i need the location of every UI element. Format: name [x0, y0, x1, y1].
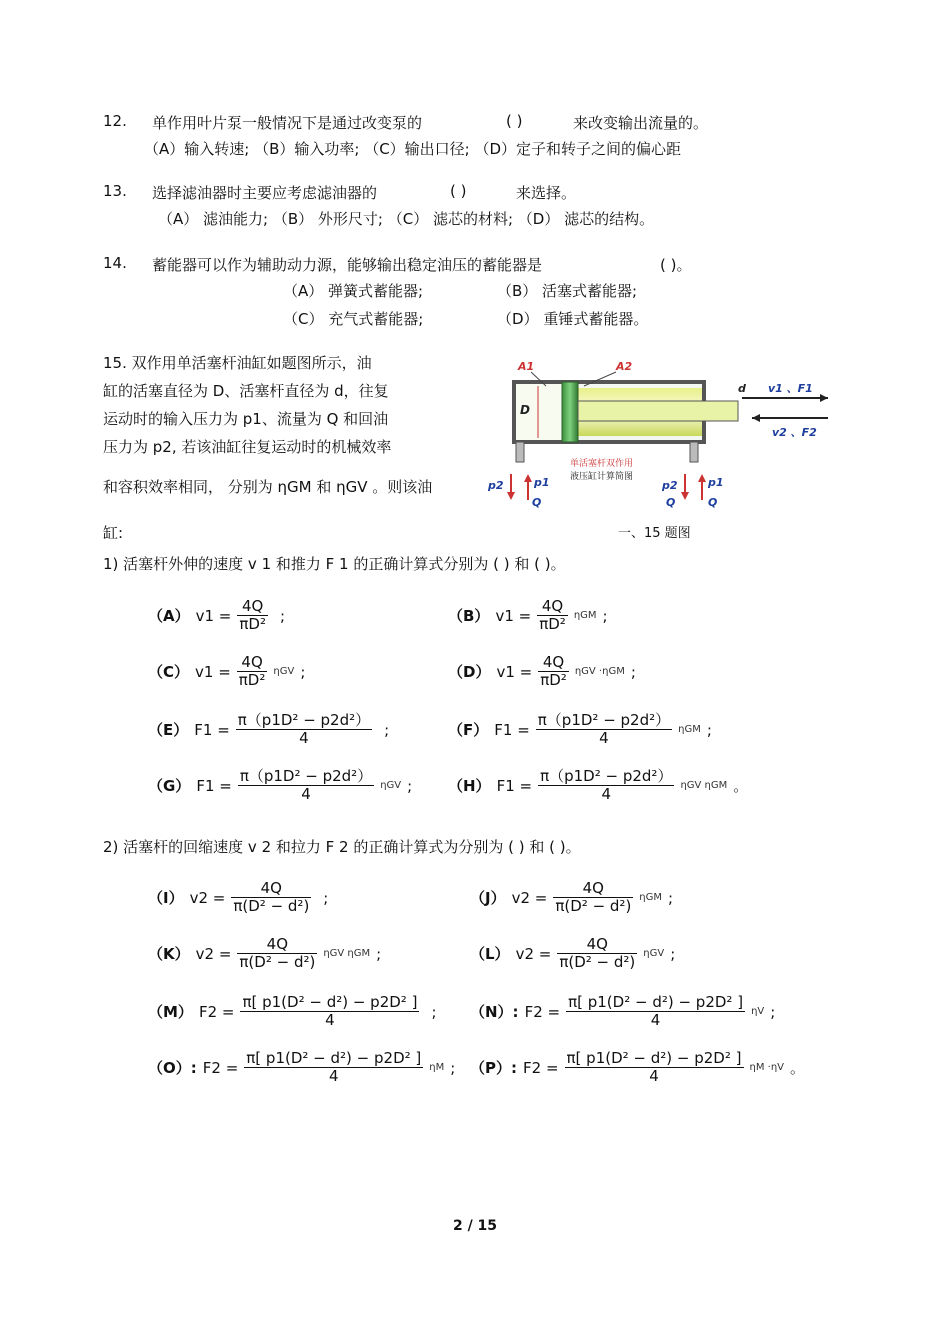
- fraction-numerator: 4Q: [553, 880, 633, 898]
- fraction-denominator: π(D² − d²): [559, 953, 636, 972]
- fig-d-big-label: D: [520, 403, 530, 417]
- cylinder-diagram: [486, 352, 836, 512]
- fraction-denominator: 4: [599, 729, 609, 748]
- efficiency-factor: ηGV ηGM: [323, 948, 371, 960]
- fraction-numerator: π（p1D² − p2d²）: [239, 767, 373, 785]
- fraction-numerator: π[ p1(D² − d²) − p2D² ]: [242, 993, 418, 1011]
- efficiency-factor: ηGV: [380, 780, 402, 792]
- q14-blank: ( )。: [660, 256, 692, 274]
- fraction: [238, 768, 374, 804]
- q15-line-4: 压力为 p2, 若该油缸往复运动时的机械效率: [103, 438, 392, 456]
- opts1-option: [148, 654, 305, 690]
- option-label: （C）: [148, 663, 190, 682]
- formula-end: 。: [790, 1059, 806, 1078]
- formula-lhs: v2 =: [511, 888, 548, 907]
- opts1-option: [148, 768, 412, 804]
- fig-q-left: Q: [532, 496, 542, 509]
- q12-text: 单作用叶片泵一般情况下是通过改变泵的: [152, 114, 423, 132]
- formula-lhs: v1 =: [195, 662, 231, 681]
- opts2-option: [470, 1050, 805, 1086]
- formula-end: ;: [668, 888, 674, 907]
- fig-p2-left: p2: [488, 479, 504, 492]
- option-label: （F）: [448, 721, 489, 740]
- option-label: （K）: [148, 945, 190, 964]
- fraction-numerator: π（p1D² − p2d²）: [537, 711, 671, 729]
- formula-end: ;: [602, 606, 608, 625]
- fraction-numerator: π（p1D² − p2d²）: [237, 711, 371, 729]
- opts1-option: [448, 768, 748, 804]
- formula-end: ;: [384, 720, 390, 739]
- fraction-denominator: π(D² − d²): [233, 897, 310, 916]
- opts1-option: [448, 654, 636, 690]
- fig-v1f1-label: v1 、F1: [768, 382, 813, 395]
- fraction-denominator: πD²: [539, 615, 566, 634]
- formula-lhs: F1 =: [494, 720, 530, 739]
- formula-end: ;: [376, 944, 382, 963]
- fig-title-2: 液压缸计算简图: [570, 472, 634, 482]
- efficiency-factor: ηGV: [643, 948, 665, 960]
- efficiency-factor: ηGM: [678, 724, 701, 736]
- fraction-numerator: 4Q: [557, 936, 637, 954]
- fraction: [244, 1050, 423, 1086]
- q14-option-d: （D） 重锤式蓄能器。: [497, 310, 649, 328]
- formula-end: ;: [670, 944, 676, 963]
- q14-option-c: （C） 充气式蓄能器;: [283, 310, 424, 328]
- page-number: 2 / 15: [452, 1218, 498, 1234]
- q14-option-a: （A） 弹簧式蓄能器;: [283, 282, 424, 300]
- formula-lhs: F2 =: [524, 1002, 561, 1021]
- fig-a2-label: A2: [616, 360, 633, 373]
- option-label: （A）: [148, 607, 190, 626]
- fraction-numerator: 4Q: [237, 654, 268, 672]
- q14-text: 蓄能器可以作为辅助动力源，能够输出稳定油压的蓄能器是: [152, 256, 543, 274]
- option-label: （G）: [148, 777, 191, 796]
- fraction: [237, 936, 317, 972]
- option-label: （D）: [448, 663, 491, 682]
- q13-text: 选择滤油器时主要应考虑滤油器的: [152, 184, 378, 202]
- fraction-numerator: 4Q: [237, 936, 317, 954]
- fraction: [536, 712, 672, 748]
- efficiency-factor: ηGV ηGM: [680, 780, 728, 792]
- fraction: [537, 598, 568, 634]
- fraction: [236, 712, 372, 748]
- option-label: （O）:: [148, 1059, 197, 1078]
- option-label: （N）:: [470, 1003, 519, 1022]
- formula-lhs: v1 =: [496, 662, 533, 681]
- q15-line-2: 缸的活塞直径为 D、活塞杆直径为 d，往复: [103, 382, 389, 400]
- option-label: （H）: [448, 777, 491, 796]
- fraction-numerator: π[ p1(D² − d²) − p2D² ]: [246, 1049, 422, 1067]
- formula-lhs: F1 =: [196, 776, 232, 795]
- fraction: [566, 994, 745, 1030]
- formula-lhs: F2 =: [202, 1058, 239, 1077]
- q13-options: （A） 滤油能力; （B） 外形尺寸; （C） 滤芯的材料; （D） 滤芯的结构。: [158, 210, 655, 228]
- fig-p1-left: p1: [534, 476, 550, 489]
- q13-tail: 来选择。: [516, 184, 577, 202]
- option-label: （J）: [470, 889, 506, 908]
- fraction-denominator: 4: [299, 729, 309, 748]
- opts1-option: [448, 712, 712, 748]
- fraction-denominator: π(D² − d²): [239, 953, 316, 972]
- efficiency-factor: ηM: [429, 1062, 445, 1074]
- formula-end: ;: [706, 720, 712, 739]
- fig-p2-right: p2: [662, 479, 678, 492]
- fig-d-small-label: d: [738, 382, 746, 395]
- efficiency-factor: ηM ·ηV: [749, 1062, 785, 1074]
- fraction-denominator: 4: [301, 785, 311, 804]
- q12-number: 12.: [103, 112, 127, 130]
- q14-option-b: （B） 活塞式蓄能器;: [497, 282, 638, 300]
- opts1-option: [448, 598, 608, 634]
- opts2-option: [148, 1050, 455, 1086]
- formula-end: ;: [770, 1002, 776, 1021]
- fig-q-right-2: Q: [708, 496, 718, 509]
- formula-lhs: F2 =: [198, 1002, 235, 1021]
- q15-line-1: 15. 双作用单活塞杆油缸如题图所示，油: [103, 354, 372, 372]
- fraction: [565, 1050, 744, 1086]
- fraction-denominator: 4: [650, 1011, 661, 1030]
- option-label: （M）: [148, 1003, 193, 1022]
- fraction: [237, 598, 268, 634]
- fraction: [240, 994, 419, 1030]
- fraction-numerator: π[ p1(D² − d²) − p2D² ]: [568, 993, 744, 1011]
- fraction: [538, 654, 569, 690]
- opts2-option: [470, 936, 675, 972]
- option-label: （E）: [148, 721, 189, 740]
- opts2-option: [148, 936, 381, 972]
- formula-end: ;: [279, 606, 286, 625]
- opts1-option: [148, 598, 285, 634]
- fraction-denominator: 4: [649, 1067, 659, 1086]
- opts2-option: [470, 994, 775, 1030]
- fraction-denominator: 4: [325, 1011, 335, 1030]
- q15-line-5: 和容积效率相同， 分别为 ηGM 和 ηGV 。则该油: [103, 478, 433, 496]
- fraction-denominator: 4: [601, 785, 612, 804]
- q12-options: （A）输入转速; （B）输入功率; （C）输出口径; （D）定子和转子之间的偏心距: [144, 140, 682, 158]
- formula-end: 。: [733, 777, 749, 796]
- fig-p1-right: p1: [708, 476, 724, 489]
- fraction-denominator: π(D² − d²): [555, 897, 632, 916]
- opts2-option: [148, 880, 328, 916]
- sub2-text: 2) 活塞杆的回缩速度 v 2 和拉力 F 2 的正确计算式为分别为 ( ) 和 ( )。: [103, 838, 581, 856]
- option-label: （P）:: [470, 1059, 517, 1078]
- q12-blank: ( ): [506, 112, 523, 130]
- fig-title-1: 单活塞杆双作用: [570, 459, 634, 469]
- option-label: （I）: [148, 889, 184, 908]
- formula-end: ;: [323, 888, 329, 907]
- fraction: [538, 768, 674, 804]
- efficiency-factor: ηGM: [639, 892, 663, 904]
- formula-end: ;: [300, 662, 306, 681]
- q12-tail: 来改变输出流量的。: [573, 114, 709, 132]
- q13-blank: ( ): [450, 182, 467, 200]
- formula-lhs: F2 =: [523, 1058, 559, 1077]
- fig-v2f2-label: v2 、F2: [772, 426, 817, 439]
- formula-end: ;: [431, 1002, 437, 1021]
- option-label: （L）: [470, 945, 510, 964]
- fraction: [231, 880, 311, 916]
- formula-lhs: F1 =: [496, 776, 533, 795]
- efficiency-factor: ηGV: [273, 666, 295, 678]
- figure-caption: 一、15 题图: [618, 526, 691, 541]
- fraction-denominator: πD²: [239, 615, 266, 634]
- opts1-option: [148, 712, 389, 748]
- option-label: （B）: [448, 607, 490, 626]
- efficiency-factor: ηGM: [573, 610, 597, 622]
- fraction: [553, 880, 633, 916]
- fig-a1-label: A1: [518, 360, 535, 373]
- fraction-numerator: π（p1D² − p2d²）: [540, 767, 673, 785]
- efficiency-factor: ηV: [751, 1006, 765, 1018]
- fraction-denominator: πD²: [540, 671, 567, 690]
- formula-end: ;: [450, 1058, 456, 1077]
- fraction: [237, 654, 268, 690]
- formula-lhs: v2 =: [189, 888, 226, 907]
- efficiency-factor: ηGV ·ηGM: [574, 666, 625, 678]
- fraction-numerator: 4Q: [231, 880, 311, 898]
- formula-lhs: F1 =: [194, 720, 230, 739]
- formula-lhs: v1 =: [495, 606, 532, 625]
- fig-q-right: Q: [666, 496, 676, 509]
- q15-line-6: 缸:: [103, 524, 124, 542]
- formula-lhs: v1 =: [195, 606, 232, 625]
- fraction-numerator: 4Q: [537, 598, 568, 616]
- q14-number: 14.: [103, 254, 127, 272]
- fraction-denominator: πD²: [238, 671, 266, 690]
- q15-line-3: 运动时的输入压力为 p1、流量为 Q 和回油: [103, 410, 389, 428]
- formula-lhs: v2 =: [195, 944, 232, 963]
- opts2-option: [148, 994, 437, 1030]
- q13-number: 13.: [103, 182, 127, 200]
- formula-end: ;: [630, 662, 636, 681]
- fraction-numerator: π[ p1(D² − d²) − p2D² ]: [566, 1049, 742, 1067]
- fraction-denominator: 4: [329, 1067, 339, 1086]
- fraction-numerator: 4Q: [538, 654, 569, 672]
- formula-lhs: v2 =: [515, 944, 552, 963]
- fraction: [557, 936, 637, 972]
- opts2-option: [470, 880, 673, 916]
- formula-end: ;: [407, 776, 413, 795]
- fraction-numerator: 4Q: [237, 598, 268, 616]
- sub1-text: 1) 活塞杆外伸的速度 v 1 和推力 F 1 的正确计算式分别为 ( ) 和 ( )。: [103, 555, 566, 573]
